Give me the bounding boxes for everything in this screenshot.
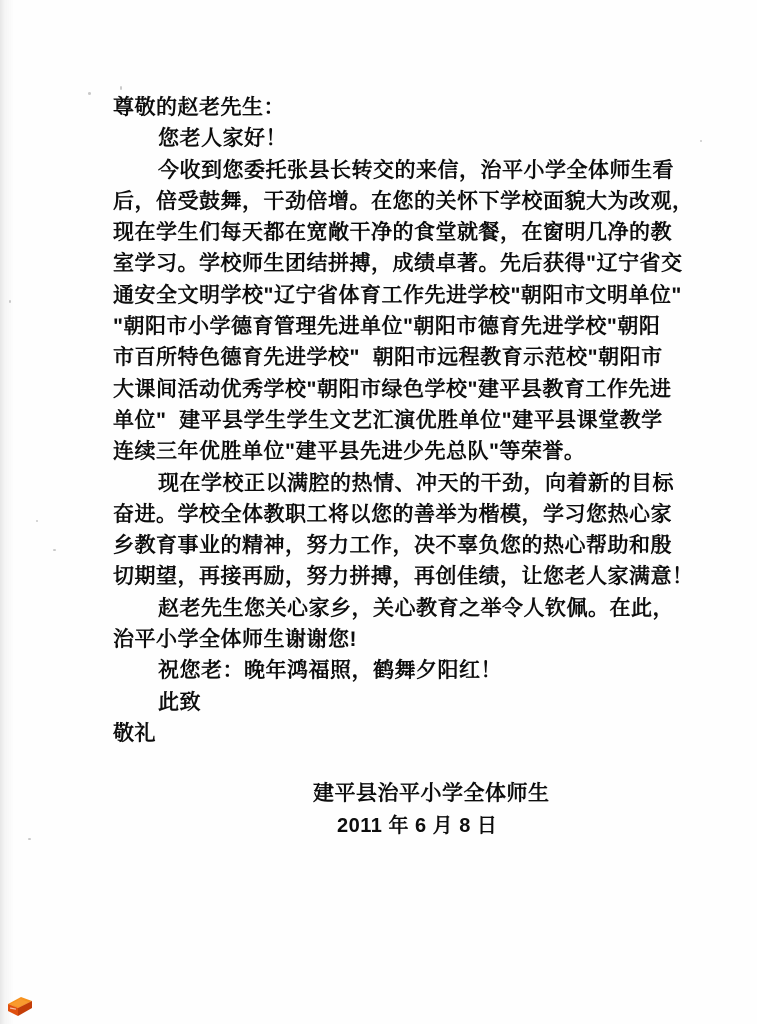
- closing-jingli: 敬礼: [113, 721, 156, 745]
- scan-speck: [700, 140, 702, 142]
- letter-line: 室学习。学校师生团结拼搏，成绩卓著。先后获得"辽宁省交: [113, 252, 683, 276]
- letter-body: [113, 92, 694, 843]
- scan-speck: [120, 86, 122, 90]
- letter-line: 乡教育事业的精神，努力工作，决不辜负您的热心帮助和殷: [113, 534, 672, 558]
- scan-speck: [88, 92, 91, 95]
- scan-speck: [53, 549, 56, 551]
- salutation: 尊敬的赵老先生：: [113, 96, 285, 119]
- letter-line: 今收到您委托张县长转交的来信，治平小学全体师生看: [158, 158, 674, 182]
- closing-cizhi: 此致: [158, 690, 201, 714]
- eraser-icon: [5, 995, 35, 1019]
- scan-speck: [9, 300, 11, 303]
- date: 2011 年 6 月 8 日: [337, 815, 498, 838]
- scan-speck: [28, 838, 31, 840]
- letter-line: 赵老先生您关心家乡，关心教育之举令人钦佩。在此，: [158, 596, 674, 620]
- letter-line: 市百所特色德育先进学校" 朝阳市远程教育示范校"朝阳市: [113, 346, 663, 370]
- letter-line: 祝您老：晚年鸿福照，鹤舞夕阳红！: [158, 659, 502, 683]
- letter-line: 现在学校正以满腔的热情、冲天的干劲，向着新的目标: [158, 471, 674, 495]
- letter-line: 单位" 建平县学生学生文艺汇演优胜单位"建平县课堂教学: [113, 408, 663, 432]
- scan-edge-shadow: [0, 0, 14, 1024]
- letter-line: 大课间活动优秀学校"朝阳市绿色学校"建平县教育工作先进: [113, 377, 672, 401]
- letter-line: 连续三年优胜单位"建平县先进少先总队"等荣誉。: [113, 440, 586, 464]
- signature-block: [113, 777, 658, 843]
- letter-line: 通安全文明学校"辽宁省体育工作先进学校"朝阳市文明单位": [113, 283, 682, 307]
- letter-line: 治平小学全体师生谢谢您!: [113, 628, 357, 652]
- letter-line: 现在学生们每天都在宽敞干净的食堂就餐，在窗明几净的教: [113, 221, 672, 245]
- letter-line: 后，倍受鼓舞，干劲倍增。在您的关怀下学校面貌大为改观，: [113, 189, 694, 213]
- letter-line: "朝阳市小学德育管理先进单位"朝阳市德育先进学校"朝阳: [113, 315, 661, 339]
- letter-line: 奋进。学校全体教职工将以您的善举为楷模，学习您热心家: [113, 502, 672, 526]
- letter-line: 您老人家好！: [158, 127, 287, 151]
- signature: 建平县治平小学全体师生: [313, 782, 550, 806]
- scan-speck: [36, 520, 38, 522]
- letter-line: 切期望，再接再励，努力拼搏，再创佳绩，让您老人家满意！: [113, 565, 694, 589]
